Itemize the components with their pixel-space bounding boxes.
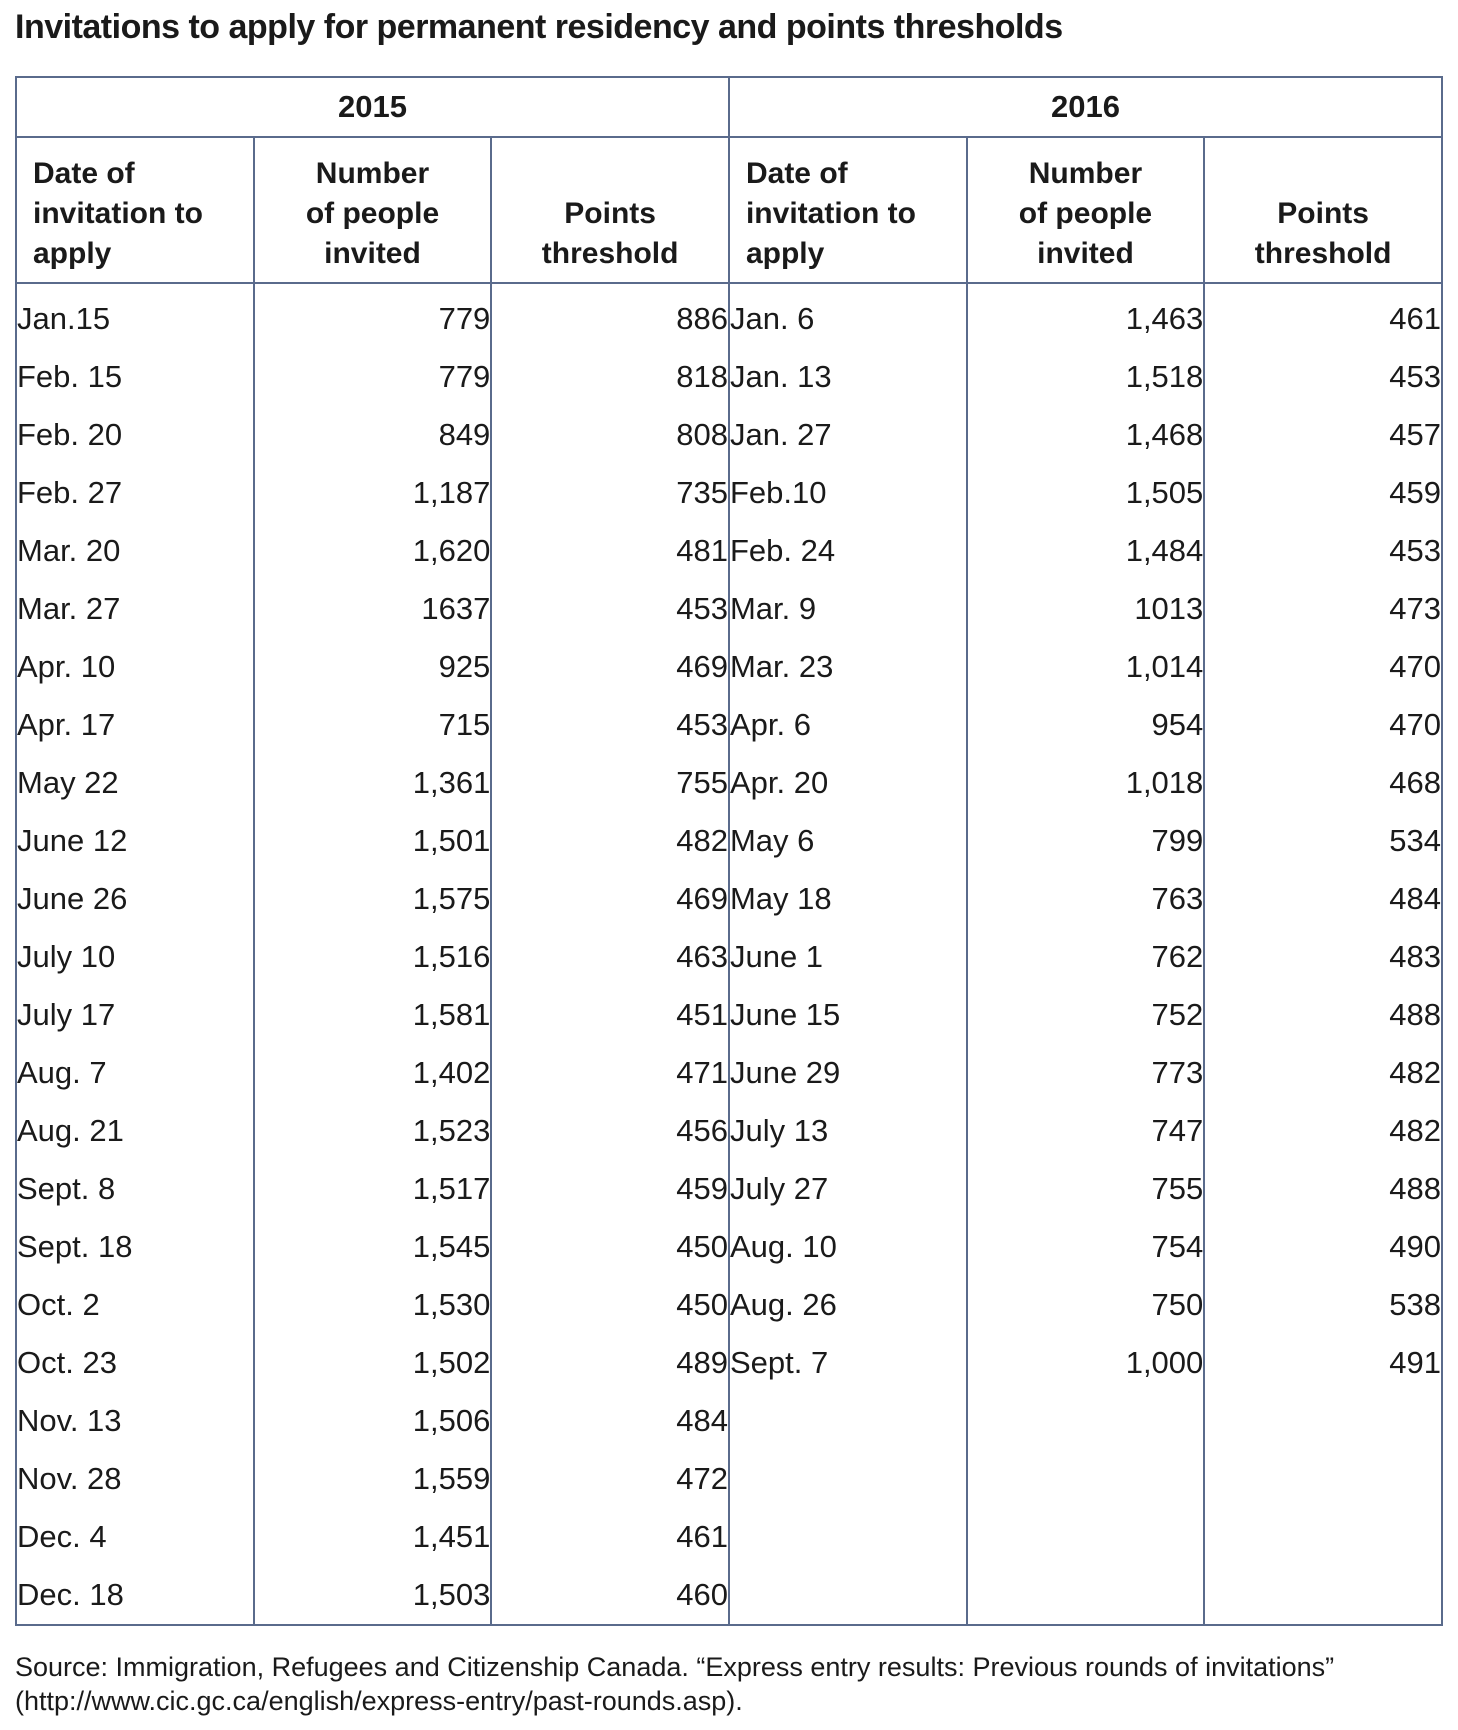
invited-cell: 799	[967, 812, 1205, 870]
threshold-cell: 461	[1204, 283, 1442, 348]
threshold-cell: 461	[491, 1508, 729, 1566]
threshold-cell: 818	[491, 348, 729, 406]
invited-cell: 1,503	[254, 1566, 492, 1624]
threshold-cell: 457	[1204, 406, 1442, 464]
invited-cell	[967, 1392, 1205, 1450]
invited-cell: 1,523	[254, 1102, 492, 1160]
date-cell: Aug. 21	[16, 1102, 254, 1160]
invited-cell: 1,187	[254, 464, 492, 522]
date-cell: Jan.15	[16, 283, 254, 348]
date-cell: May 6	[729, 812, 967, 870]
date-cell: Apr. 6	[729, 696, 967, 754]
date-cell: Oct. 2	[16, 1276, 254, 1334]
date-cell: Sept. 18	[16, 1218, 254, 1276]
invited-cell: 763	[967, 870, 1205, 928]
date-cell: May 22	[16, 754, 254, 812]
date-cell: Feb. 24	[729, 522, 967, 580]
table-row	[16, 283, 1442, 348]
threshold-cell: 534	[1204, 812, 1442, 870]
invited-cell: 747	[967, 1102, 1205, 1160]
threshold-cell: 453	[1204, 348, 1442, 406]
date-cell: Oct. 23	[16, 1334, 254, 1392]
date-cell: Jan. 6	[729, 283, 967, 348]
number-column-header: Number of people invited	[967, 137, 1205, 283]
threshold-cell: 450	[491, 1276, 729, 1334]
threshold-cell: 451	[491, 986, 729, 1044]
table-row	[16, 1450, 1442, 1508]
invited-cell: 1,484	[967, 522, 1205, 580]
year-2015-header: 2015	[16, 77, 729, 137]
invited-cell: 1,468	[967, 406, 1205, 464]
date-cell: Sept. 8	[16, 1160, 254, 1218]
number-column-header: Number of people invited	[254, 137, 492, 283]
invited-cell: 1,559	[254, 1450, 492, 1508]
invited-cell: 779	[254, 348, 492, 406]
invited-cell: 1,516	[254, 928, 492, 986]
date-cell: Mar. 9	[729, 580, 967, 638]
threshold-cell: 459	[491, 1160, 729, 1218]
threshold-cell: 488	[1204, 986, 1442, 1044]
empty-cell	[491, 1624, 729, 1625]
date-cell: June 12	[16, 812, 254, 870]
points-column-header: Points threshold	[1204, 137, 1442, 283]
date-cell	[729, 1566, 967, 1624]
invited-cell: 779	[254, 283, 492, 348]
threshold-cell: 456	[491, 1102, 729, 1160]
threshold-cell: 469	[491, 870, 729, 928]
date-cell: Mar. 23	[729, 638, 967, 696]
table-row	[16, 1566, 1442, 1624]
source-line-1: Source: Immigration, Refugees and Citizenship Canada. “Express entry results: Previous rounds of invitations”	[15, 1652, 1335, 1682]
threshold-cell	[1204, 1566, 1442, 1624]
threshold-cell: 470	[1204, 696, 1442, 754]
invited-cell: 1,581	[254, 986, 492, 1044]
date-cell: Aug. 26	[729, 1276, 967, 1334]
date-cell: Feb. 27	[16, 464, 254, 522]
threshold-cell: 470	[1204, 638, 1442, 696]
points-column-header: Points threshold	[491, 137, 729, 283]
invited-cell: 773	[967, 1044, 1205, 1102]
table-body	[16, 283, 1442, 1625]
threshold-cell: 460	[491, 1566, 729, 1624]
date-cell	[729, 1392, 967, 1450]
threshold-cell: 450	[491, 1218, 729, 1276]
threshold-cell	[1204, 1508, 1442, 1566]
table-row	[16, 754, 1442, 812]
empty-cell	[1204, 1624, 1442, 1625]
table-row	[16, 696, 1442, 754]
threshold-cell	[1204, 1392, 1442, 1450]
date-cell: July 27	[729, 1160, 967, 1218]
invited-cell: 1013	[967, 580, 1205, 638]
invited-cell: 1,575	[254, 870, 492, 928]
date-column-header: Date of invitation to apply	[729, 137, 967, 283]
table-row	[16, 870, 1442, 928]
table-row	[16, 986, 1442, 1044]
invited-cell: 1637	[254, 580, 492, 638]
column-header-row	[16, 137, 1442, 283]
invited-cell: 1,000	[967, 1334, 1205, 1392]
empty-cell	[967, 1624, 1205, 1625]
date-cell: Feb. 20	[16, 406, 254, 464]
invited-cell	[967, 1450, 1205, 1508]
table-row	[16, 1392, 1442, 1450]
threshold-cell: 886	[491, 283, 729, 348]
invited-cell: 954	[967, 696, 1205, 754]
threshold-cell: 808	[491, 406, 729, 464]
date-cell: June 15	[729, 986, 967, 1044]
invited-cell: 1,506	[254, 1392, 492, 1450]
empty-cell	[254, 1624, 492, 1625]
table-row	[16, 1044, 1442, 1102]
invited-cell: 849	[254, 406, 492, 464]
date-cell: June 29	[729, 1044, 967, 1102]
date-cell: Jan. 27	[729, 406, 967, 464]
invited-cell: 1,545	[254, 1218, 492, 1276]
source-line-2: (http://www.cic.gc.ca/english/express-entry/past-rounds.asp).	[15, 1686, 743, 1716]
invited-cell	[967, 1566, 1205, 1624]
date-cell: Dec. 18	[16, 1566, 254, 1624]
threshold-cell	[1204, 1450, 1442, 1508]
table-row	[16, 1276, 1442, 1334]
threshold-cell: 483	[1204, 928, 1442, 986]
invited-cell: 1,518	[967, 348, 1205, 406]
date-cell: Dec. 4	[16, 1508, 254, 1566]
date-cell: Aug. 10	[729, 1218, 967, 1276]
threshold-cell: 490	[1204, 1218, 1442, 1276]
table-row	[16, 812, 1442, 870]
source-note	[15, 1650, 1435, 1718]
threshold-cell: 469	[491, 638, 729, 696]
threshold-cell: 473	[1204, 580, 1442, 638]
threshold-cell: 755	[491, 754, 729, 812]
date-cell: Feb. 15	[16, 348, 254, 406]
threshold-cell: 488	[1204, 1160, 1442, 1218]
table-filler-row	[16, 1624, 1442, 1625]
threshold-cell: 453	[491, 580, 729, 638]
threshold-cell: 453	[1204, 522, 1442, 580]
table-row	[16, 348, 1442, 406]
invited-cell: 1,505	[967, 464, 1205, 522]
date-cell	[729, 1508, 967, 1566]
date-cell: Mar. 27	[16, 580, 254, 638]
threshold-cell: 463	[491, 928, 729, 986]
invited-cell: 762	[967, 928, 1205, 986]
empty-cell	[16, 1624, 254, 1625]
invitations-table	[15, 76, 1443, 1626]
date-cell: Nov. 28	[16, 1450, 254, 1508]
threshold-cell: 482	[1204, 1044, 1442, 1102]
date-cell: Apr. 10	[16, 638, 254, 696]
table-row	[16, 928, 1442, 986]
date-cell: Sept. 7	[729, 1334, 967, 1392]
date-cell: Aug. 7	[16, 1044, 254, 1102]
date-cell: June 1	[729, 928, 967, 986]
threshold-cell: 484	[1204, 870, 1442, 928]
table-row	[16, 1334, 1442, 1392]
invited-cell: 1,451	[254, 1508, 492, 1566]
page-title: Invitations to apply for permanent residency and points thresholds	[15, 8, 1063, 46]
invited-cell: 1,620	[254, 522, 492, 580]
table-row	[16, 1160, 1442, 1218]
table-row	[16, 1218, 1442, 1276]
invited-cell: 1,517	[254, 1160, 492, 1218]
invited-cell: 715	[254, 696, 492, 754]
threshold-cell: 472	[491, 1450, 729, 1508]
invited-cell: 1,361	[254, 754, 492, 812]
empty-cell	[729, 1624, 967, 1625]
date-cell: July 10	[16, 928, 254, 986]
invited-cell: 750	[967, 1276, 1205, 1334]
invited-cell: 754	[967, 1218, 1205, 1276]
date-column-header: Date of invitation to apply	[16, 137, 254, 283]
date-cell: July 17	[16, 986, 254, 1044]
date-cell	[729, 1450, 967, 1508]
invited-cell	[967, 1508, 1205, 1566]
date-cell: June 26	[16, 870, 254, 928]
invited-cell: 1,402	[254, 1044, 492, 1102]
table-row	[16, 464, 1442, 522]
table-row	[16, 638, 1442, 696]
date-cell: Nov. 13	[16, 1392, 254, 1450]
threshold-cell: 481	[491, 522, 729, 580]
threshold-cell: 453	[491, 696, 729, 754]
invited-cell: 1,018	[967, 754, 1205, 812]
threshold-cell: 735	[491, 464, 729, 522]
date-cell: Jan. 13	[729, 348, 967, 406]
invited-cell: 752	[967, 986, 1205, 1044]
year-header-row	[16, 77, 1442, 137]
year-2016-header: 2016	[729, 77, 1442, 137]
threshold-cell: 459	[1204, 464, 1442, 522]
threshold-cell: 471	[491, 1044, 729, 1102]
threshold-cell: 468	[1204, 754, 1442, 812]
invited-cell: 1,501	[254, 812, 492, 870]
invited-cell: 1,463	[967, 283, 1205, 348]
table-row	[16, 580, 1442, 638]
threshold-cell: 484	[491, 1392, 729, 1450]
invited-cell: 755	[967, 1160, 1205, 1218]
invited-cell: 1,530	[254, 1276, 492, 1334]
invited-cell: 1,502	[254, 1334, 492, 1392]
invited-cell: 1,014	[967, 638, 1205, 696]
invited-cell: 925	[254, 638, 492, 696]
date-cell: May 18	[729, 870, 967, 928]
date-cell: Apr. 20	[729, 754, 967, 812]
date-cell: Feb.10	[729, 464, 967, 522]
table-row	[16, 1102, 1442, 1160]
table-row	[16, 1508, 1442, 1566]
threshold-cell: 491	[1204, 1334, 1442, 1392]
date-cell: Mar. 20	[16, 522, 254, 580]
threshold-cell: 482	[1204, 1102, 1442, 1160]
date-cell: July 13	[729, 1102, 967, 1160]
date-cell: Apr. 17	[16, 696, 254, 754]
threshold-cell: 538	[1204, 1276, 1442, 1334]
threshold-cell: 482	[491, 812, 729, 870]
table-row	[16, 406, 1442, 464]
table-row	[16, 522, 1442, 580]
threshold-cell: 489	[491, 1334, 729, 1392]
